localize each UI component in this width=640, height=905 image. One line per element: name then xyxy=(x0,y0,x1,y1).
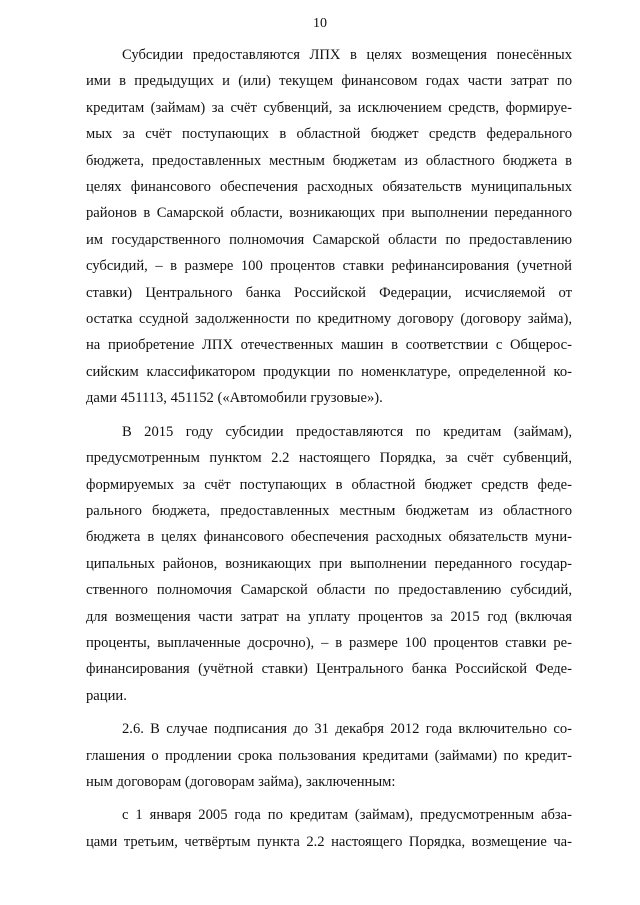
text-line: 2.6. В случае подписания до 31 декабря 2012 года включительно со- xyxy=(122,721,572,738)
text-line: ственного полномочия Самарской области по предоставлению субсидий, xyxy=(86,582,572,599)
text-line: Субсидии предоставляются ЛПХ в целях возмещения понесённых xyxy=(122,47,572,63)
text-line: субсидий, – в размере 100 процентов ставки рефинансирования (учетной xyxy=(86,258,572,275)
paragraph xyxy=(86,716,572,795)
text-line: глашения о продлении срока пользования кредитами (займами) по кредит- xyxy=(86,747,572,764)
text-line: районов в Самарской области, возникающих при выполнении переданного xyxy=(86,205,572,222)
text-line: ставки) Центрального банка Российской Федерации, исчисляемой от xyxy=(86,284,572,301)
text-line: дами 451113, 451152 («Автомобили грузовые»). xyxy=(86,390,383,407)
text-line: на приобретение ЛПХ отечественных машин в соответствии с Общерос- xyxy=(86,337,572,354)
text-line: целях финансового обеспечения расходных обязательств муниципальных xyxy=(86,179,572,196)
document-body xyxy=(86,42,572,862)
text-line: проценты, выплаченные досрочно), – в размере 100 процентов ставки ре- xyxy=(86,634,572,651)
text-line: с 1 января 2005 года по кредитам (займам), предусмотренным абза- xyxy=(122,807,572,824)
text-line: ципальных районов, возникающих при выполнении переданного государ- xyxy=(86,555,572,572)
text-line: для возмещения части затрат на уплату процентов за 2015 год (включая xyxy=(86,608,572,625)
paragraph xyxy=(86,419,572,709)
text-line: мых за счёт поступающих в областной бюджет средств федерального xyxy=(86,126,572,143)
text-line: им государственного полномочия Самарской области по предоставлению xyxy=(86,231,572,248)
page-number: 10 xyxy=(313,16,327,31)
text-line: сийским классификатором продукции по номенклатуре, определенной ко- xyxy=(86,363,572,380)
text-line: кредитам (займам) за счёт субвенций, за исключением средств, формируе- xyxy=(86,99,572,116)
text-line: бюджета, предоставленных местным бюджетам из областного бюджета в xyxy=(86,152,572,169)
text-line: ным договорам (договорам займа), заключенным: xyxy=(86,773,396,790)
text-line: ими в предыдущих и (или) текущем финансовом годах части затрат по xyxy=(86,73,572,90)
text-line: рации. xyxy=(86,687,127,704)
text-line: остатка ссудной задолженности по кредитному договору (договору займа), xyxy=(86,311,572,328)
text-line: предусмотренным пунктом 2.2 настоящего Порядка, за счёт субвенций, xyxy=(86,450,572,467)
paragraph xyxy=(86,42,572,412)
text-line: бюджета в целях финансового обеспечения расходных обязательств муни- xyxy=(86,529,572,546)
paragraph xyxy=(86,802,572,855)
text-line: формируемых за счёт поступающих в областной бюджет средств феде- xyxy=(86,476,572,493)
text-line: цами третьим, четвёртым пункта 2.2 настоящего Порядка, возмещение ча- xyxy=(86,833,572,850)
text-line: финансирования (учётной ставки) Центрального банка Российской Феде- xyxy=(86,661,572,678)
text-line: В 2015 году субсидии предоставляются по кредитам (займам), xyxy=(122,423,572,440)
text-line: рального бюджета, предоставленных местным бюджетам из областного xyxy=(86,502,572,519)
